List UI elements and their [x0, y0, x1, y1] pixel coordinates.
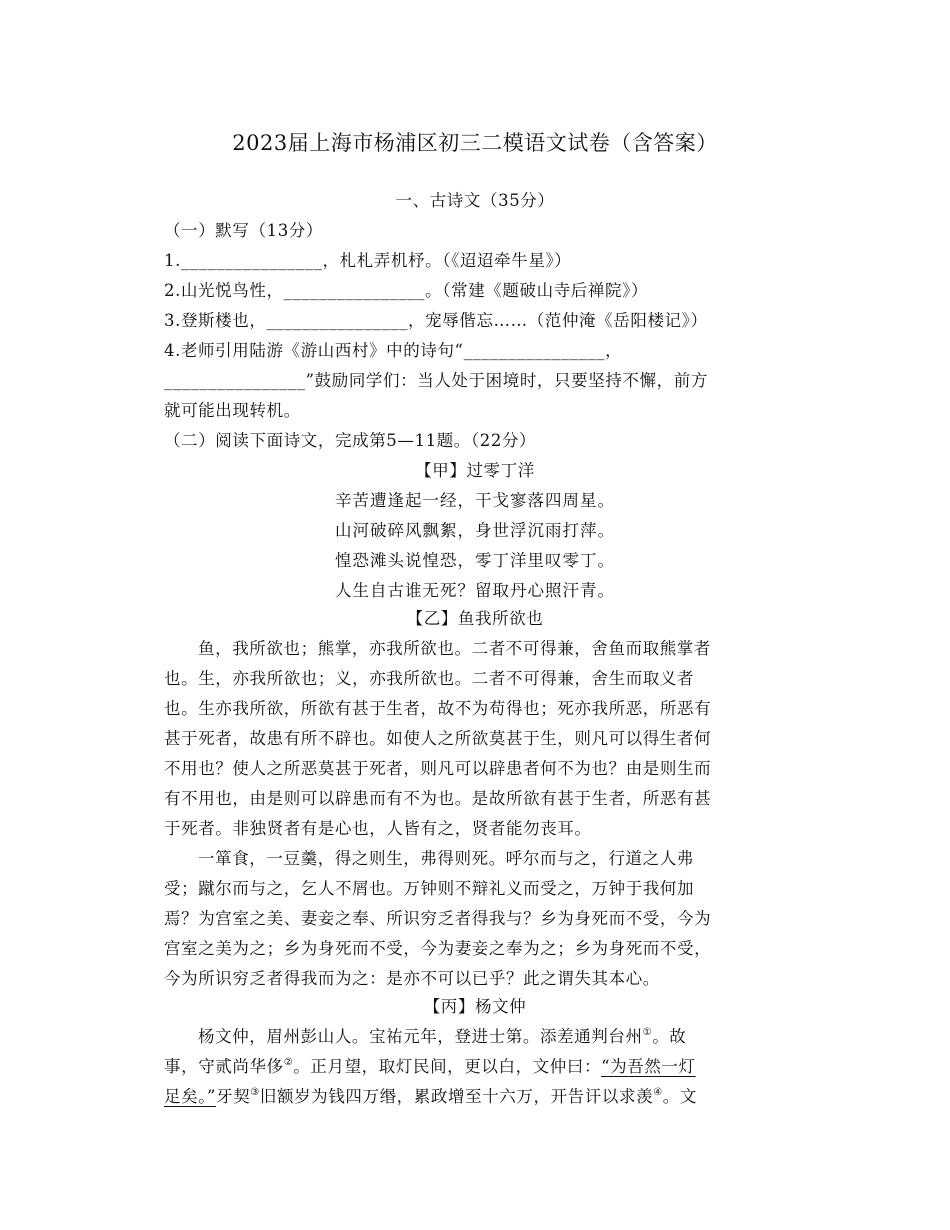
text-segment: 杨文仲，眉州彭山人。宝祐元年，登进士第。添差通判台州 — [198, 1027, 643, 1046]
text-line: 今为所识穷乏者得我而为之：是亦不可以已乎？此之谓失其本心。 — [164, 969, 660, 988]
poem-line: 惶恐滩头说惶恐，零丁洋里叹零丁。 — [335, 551, 615, 570]
text-segment: 。故 — [652, 1027, 687, 1046]
footnote-marker: ① — [642, 1027, 653, 1038]
footnote-marker: ② — [283, 1057, 294, 1068]
text-line: 焉？为宫室之美、妻妾之奉、所识穷乏者得我与？乡为身死而不受，今为 — [164, 909, 712, 928]
text-segment: 牙契 — [216, 1087, 251, 1106]
question-4-line-2: ________________”鼓励同学们：当人处于困境时，只要坚持不懈，前方 — [164, 371, 708, 390]
text-segment: 事，守贰尚华侈 — [164, 1057, 284, 1076]
text-segment: 。文 — [662, 1087, 697, 1106]
footnote-marker: ③ — [250, 1087, 260, 1098]
footnote-marker: ④ — [653, 1087, 663, 1098]
question-3: 3.登斯楼也，________________，宠辱偕忘……（范仲淹《岳阳楼记》） — [164, 311, 708, 330]
text-line: 不用也？使人之所恶莫甚于死者，则凡可以辟患者何不为也？由是则生而 — [164, 759, 712, 778]
text-line: 一箪食，一豆羹，得之则生，弗得则死。呼尔而与之，行道之人弗 — [198, 849, 694, 868]
document-title: 2023届上海市杨浦区初三二模语文试卷（含答案） — [232, 131, 718, 155]
poem-line: 辛苦遭逢起一经，干戈寥落四周星。 — [335, 491, 615, 510]
text-line: 也。生，亦我所欲也；义，亦我所欲也。二者不可得兼，舍生而取义者 — [164, 669, 695, 688]
text-segment: 。正月望，取灯民间，更以白，文仲曰： — [293, 1057, 602, 1076]
text-line: 甚于死者，故患有所不辟也。如使人之所欲莫甚于生，则凡可以得生者何 — [164, 729, 712, 748]
text-line — [164, 1083, 786, 1107]
question-1: 1.________________，札札弄机杼。（《迢迢牵牛星》） — [164, 251, 572, 270]
text-segment: 旧额岁为钱四万缗，累政增至十六万，开告讦以求羡 — [259, 1087, 654, 1106]
poem-line: 山河破碎风飘絮，身世浮沉雨打萍。 — [335, 521, 615, 540]
text-line: 于死者。非独贤者有是心也，人皆有之，贤者能勿丧耳。 — [164, 819, 592, 838]
text-line: 宫室之美为之；乡为身死而不受，今为妻妾之奉为之；乡为身死而不受， — [164, 939, 712, 958]
text-bing-title: 【丙】杨文仲 — [423, 997, 527, 1016]
part-heading-dictation: （一）默写（13分） — [164, 221, 323, 240]
text-line: 也。生亦我所欲，所欲有甚于生者，故不为苟得也；死亦我所恶，所恶有 — [164, 699, 712, 718]
question-4-line-3: 就可能出现转机。 — [164, 401, 301, 420]
text-line: 鱼，我所欲也；熊掌，亦我所欲也。二者不可得兼，舍鱼而取熊掌者 — [198, 639, 711, 658]
underlined-sentence: 足矣。” — [164, 1087, 217, 1106]
text-line: 有不用也，由是则可以辟患而有不为也。是故所欲有甚于生者，所恶有甚 — [164, 789, 712, 808]
part-heading-reading: （二）阅读下面诗文，完成第5—11题。（22分） — [164, 431, 537, 450]
question-4-line-1: 4.老师引用陆游《游山西村》中的诗句“________________， — [164, 341, 623, 360]
text-line — [164, 1053, 786, 1077]
section-heading: 一、古诗文（35分） — [395, 191, 555, 210]
text-line — [198, 1023, 786, 1047]
underlined-sentence: “为吾然一灯 — [601, 1057, 696, 1076]
poem-jia-title: 【甲】过零丁洋 — [415, 461, 535, 480]
text-line: 受；蹴尔而与之，乞人不屑也。万钟则不辩礼义而受之，万钟于我何加 — [164, 879, 695, 898]
text-yi-title: 【乙】鱼我所欲也 — [406, 609, 544, 628]
poem-line: 人生自古谁无死？留取丹心照汗青。 — [335, 581, 615, 600]
question-2: 2.山光悦鸟性，________________。（常建《题破山寺后禅院》） — [164, 281, 649, 300]
